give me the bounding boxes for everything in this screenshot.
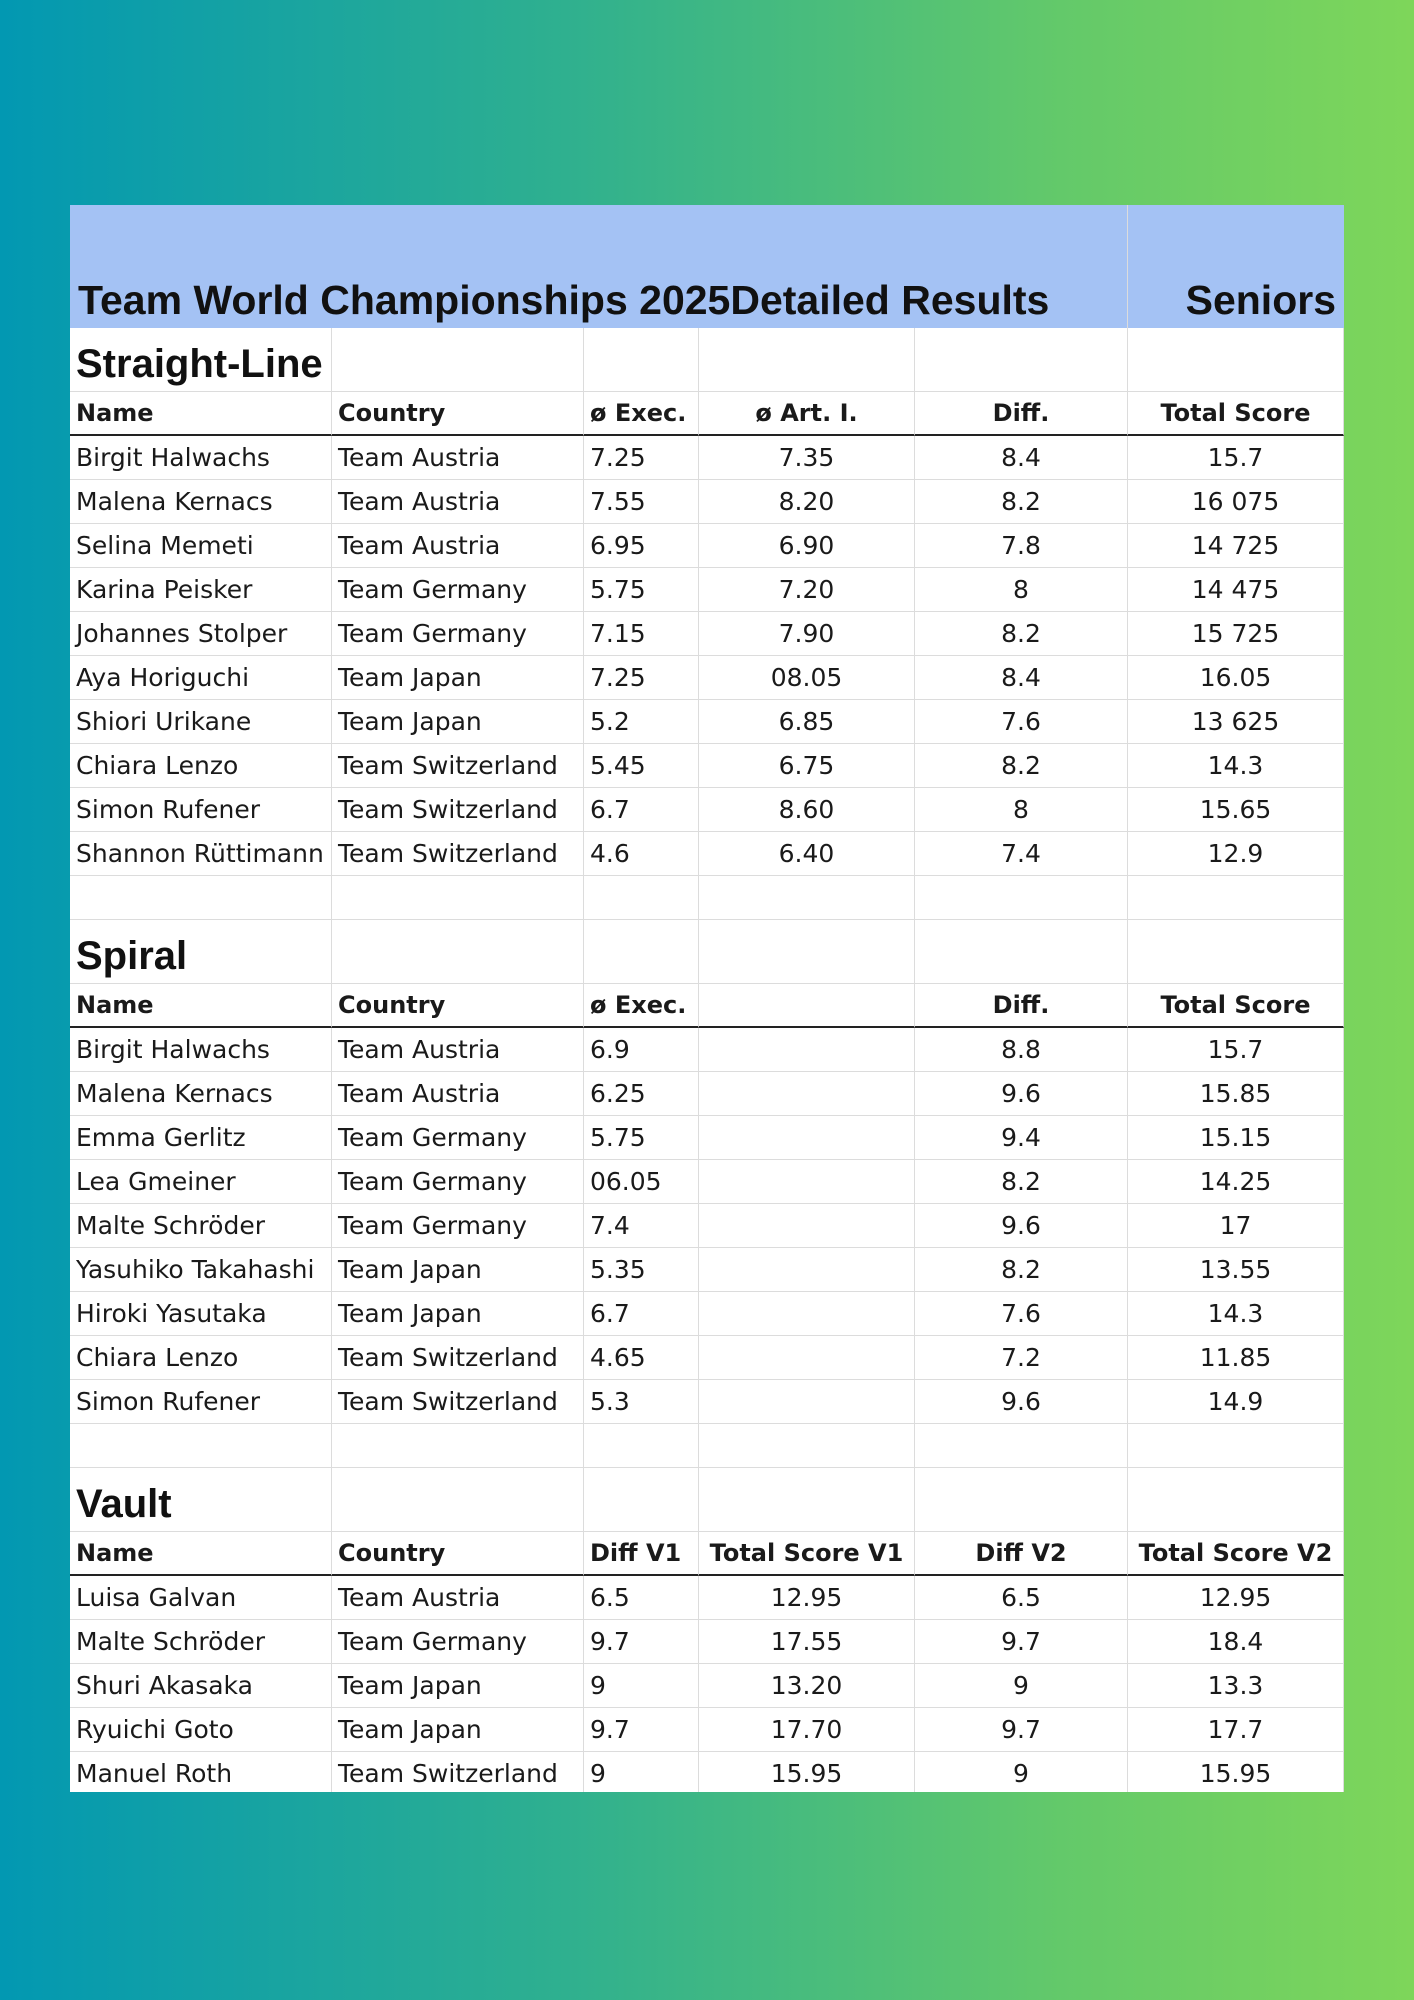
empty-cell xyxy=(584,1468,699,1532)
table-cell: 18.4 xyxy=(1128,1620,1344,1664)
table-cell: 7.25 xyxy=(584,656,699,700)
sheet-title: Team World Championships 2025Detailed Results xyxy=(70,205,1128,328)
table-cell: 7.90 xyxy=(699,612,915,656)
table-cell: Malte Schröder xyxy=(70,1620,332,1664)
column-header: Diff. xyxy=(915,392,1128,436)
table-cell xyxy=(699,1028,915,1072)
empty-cell xyxy=(699,1468,915,1532)
table-cell: Team Japan xyxy=(332,700,584,744)
table-cell: Malte Schröder xyxy=(70,1204,332,1248)
table-cell: Johannes Stolper xyxy=(70,612,332,656)
table-cell: 8 xyxy=(915,568,1128,612)
table-cell: 9.7 xyxy=(584,1708,699,1752)
straight-section-title: Straight-Line xyxy=(70,328,332,392)
empty-cell xyxy=(699,328,915,392)
table-cell: Emma Gerlitz xyxy=(70,1116,332,1160)
table-cell: 7.15 xyxy=(584,612,699,656)
table-cell: 6.85 xyxy=(699,700,915,744)
table-cell xyxy=(699,1072,915,1116)
table-cell: 5.3 xyxy=(584,1380,699,1424)
table-cell: 9.7 xyxy=(915,1620,1128,1664)
table-cell: 5.75 xyxy=(584,568,699,612)
table-cell: 9 xyxy=(915,1752,1128,1792)
column-header: Country xyxy=(332,392,584,436)
table-cell: 14 725 xyxy=(1128,524,1344,568)
table-cell: Lea Gmeiner xyxy=(70,1160,332,1204)
empty-cell xyxy=(332,876,584,920)
table-cell: Team Austria xyxy=(332,1072,584,1116)
table-cell: Luisa Galvan xyxy=(70,1576,332,1620)
table-cell xyxy=(699,1336,915,1380)
empty-cell xyxy=(584,1424,699,1468)
table-cell: 7.55 xyxy=(584,480,699,524)
table-cell: Malena Kernacs xyxy=(70,1072,332,1116)
table-cell: Aya Horiguchi xyxy=(70,656,332,700)
table-cell: Team Austria xyxy=(332,436,584,480)
column-header: Diff V2 xyxy=(915,1532,1128,1576)
table-cell: 12.95 xyxy=(699,1576,915,1620)
table-cell: Team Japan xyxy=(332,1664,584,1708)
table-cell: 13.3 xyxy=(1128,1664,1344,1708)
table-cell: Team Germany xyxy=(332,1160,584,1204)
table-cell: 9.4 xyxy=(915,1116,1128,1160)
empty-cell xyxy=(915,876,1128,920)
table-cell: Manuel Roth xyxy=(70,1752,332,1792)
table-cell: 6.25 xyxy=(584,1072,699,1116)
table-cell: Team Japan xyxy=(332,656,584,700)
table-cell: 12.9 xyxy=(1128,832,1344,876)
empty-cell xyxy=(584,328,699,392)
table-cell: 5.45 xyxy=(584,744,699,788)
table-cell: Team Germany xyxy=(332,612,584,656)
table-cell: Birgit Halwachs xyxy=(70,1028,332,1072)
table-cell: 7.25 xyxy=(584,436,699,480)
table-cell: 11.85 xyxy=(1128,1336,1344,1380)
table-cell: 8.2 xyxy=(915,1160,1128,1204)
table-cell: 6.5 xyxy=(915,1576,1128,1620)
table-cell: 7.20 xyxy=(699,568,915,612)
table-cell: Ryuichi Goto xyxy=(70,1708,332,1752)
table-cell: 9.7 xyxy=(584,1620,699,1664)
table-cell: Team Austria xyxy=(332,480,584,524)
table-cell: Team Switzerland xyxy=(332,788,584,832)
empty-cell xyxy=(699,920,915,984)
table-cell xyxy=(699,1116,915,1160)
table-cell: 4.65 xyxy=(584,1336,699,1380)
column-header: Total Score V1 xyxy=(699,1532,915,1576)
empty-cell xyxy=(332,1468,584,1532)
empty-cell xyxy=(699,876,915,920)
empty-cell xyxy=(70,876,332,920)
table-cell: 15.7 xyxy=(1128,1028,1344,1072)
column-header: ø Exec. xyxy=(584,984,699,1028)
table-cell: 9.7 xyxy=(915,1708,1128,1752)
table-cell: 5.35 xyxy=(584,1248,699,1292)
table-cell: Team Switzerland xyxy=(332,1336,584,1380)
table-cell xyxy=(699,1292,915,1336)
vault-section-title: Vault xyxy=(70,1468,332,1532)
column-header: Diff. xyxy=(915,984,1128,1028)
table-cell: 7.6 xyxy=(915,700,1128,744)
table-cell: Simon Rufener xyxy=(70,788,332,832)
column-header: Total Score xyxy=(1128,984,1344,1028)
empty-cell xyxy=(915,1424,1128,1468)
table-cell: 6.7 xyxy=(584,1292,699,1336)
table-cell: Karina Peisker xyxy=(70,568,332,612)
column-header: Name xyxy=(70,392,332,436)
empty-cell xyxy=(584,876,699,920)
table-cell: 08.05 xyxy=(699,656,915,700)
table-cell: 8.60 xyxy=(699,788,915,832)
table-cell: 5.75 xyxy=(584,1116,699,1160)
table-cell: Shuri Akasaka xyxy=(70,1664,332,1708)
table-cell: 6.7 xyxy=(584,788,699,832)
table-cell: 8.2 xyxy=(915,612,1128,656)
table-cell: Simon Rufener xyxy=(70,1380,332,1424)
table-cell: Team Japan xyxy=(332,1292,584,1336)
table-cell: 9 xyxy=(584,1664,699,1708)
table-cell: Team Japan xyxy=(332,1708,584,1752)
table-cell: Team Germany xyxy=(332,1116,584,1160)
table-cell: Team Austria xyxy=(332,1028,584,1072)
empty-cell xyxy=(584,920,699,984)
table-cell: 6.9 xyxy=(584,1028,699,1072)
empty-cell xyxy=(1128,876,1344,920)
table-cell: 13.55 xyxy=(1128,1248,1344,1292)
empty-cell xyxy=(1128,1424,1344,1468)
table-cell: 8.8 xyxy=(915,1028,1128,1072)
table-cell: 15.65 xyxy=(1128,788,1344,832)
table-cell: 14.3 xyxy=(1128,744,1344,788)
table-cell: 6.75 xyxy=(699,744,915,788)
table-cell: 6.40 xyxy=(699,832,915,876)
table-cell: Shannon Rüttimann xyxy=(70,832,332,876)
column-header: Total Score V2 xyxy=(1128,1532,1344,1576)
table-cell: 06.05 xyxy=(584,1160,699,1204)
category-label: Seniors xyxy=(1185,277,1336,323)
column-header: ø Exec. xyxy=(584,392,699,436)
table-cell: 4.6 xyxy=(584,832,699,876)
table-cell: 9.6 xyxy=(915,1072,1128,1116)
table-cell xyxy=(699,1248,915,1292)
column-header: Country xyxy=(332,984,584,1028)
column-header: Total Score xyxy=(1128,392,1344,436)
empty-cell xyxy=(332,1424,584,1468)
table-cell: 6.5 xyxy=(584,1576,699,1620)
table-cell: 15.95 xyxy=(699,1752,915,1792)
table-cell: Team Austria xyxy=(332,524,584,568)
table-cell: 8.4 xyxy=(915,436,1128,480)
table-cell: 9 xyxy=(584,1752,699,1792)
table-cell: 13.20 xyxy=(699,1664,915,1708)
table-cell: 7.6 xyxy=(915,1292,1128,1336)
table-cell: 9.6 xyxy=(915,1204,1128,1248)
table-cell: 8.4 xyxy=(915,656,1128,700)
empty-cell xyxy=(332,328,584,392)
table-cell: 8.2 xyxy=(915,744,1128,788)
table-cell: 7.4 xyxy=(915,832,1128,876)
table-cell: Team Switzerland xyxy=(332,744,584,788)
table-cell: 16.05 xyxy=(1128,656,1344,700)
empty-cell xyxy=(1128,920,1344,984)
table-cell: 7.35 xyxy=(699,436,915,480)
empty-cell xyxy=(915,920,1128,984)
empty-cell xyxy=(915,1468,1128,1532)
table-cell: 15.7 xyxy=(1128,436,1344,480)
table-cell: Team Switzerland xyxy=(332,832,584,876)
table-cell: Team Austria xyxy=(332,1576,584,1620)
empty-cell xyxy=(1128,1468,1344,1532)
table-cell: 17 xyxy=(1128,1204,1344,1248)
table-cell: 12.95 xyxy=(1128,1576,1344,1620)
table-cell: 8.2 xyxy=(915,480,1128,524)
table-cell: 9.6 xyxy=(915,1380,1128,1424)
results-sheet xyxy=(70,205,1344,1792)
table-cell: Yasuhiko Takahashi xyxy=(70,1248,332,1292)
table-cell: Hiroki Yasutaka xyxy=(70,1292,332,1336)
table-cell: Shiori Urikane xyxy=(70,700,332,744)
table-cell: 6.90 xyxy=(699,524,915,568)
table-cell: 17.70 xyxy=(699,1708,915,1752)
title-banner xyxy=(70,205,1344,328)
table-cell: 7.4 xyxy=(584,1204,699,1248)
table-cell: 17.55 xyxy=(699,1620,915,1664)
table-cell: Chiara Lenzo xyxy=(70,1336,332,1380)
table-cell xyxy=(699,1204,915,1248)
table-cell: 5.2 xyxy=(584,700,699,744)
column-header: Name xyxy=(70,984,332,1028)
results-grid xyxy=(70,328,1344,1792)
table-cell: 9 xyxy=(915,1664,1128,1708)
table-cell: Team Switzerland xyxy=(332,1380,584,1424)
table-cell: Team Germany xyxy=(332,568,584,612)
column-header: Diff V1 xyxy=(584,1532,699,1576)
table-cell: Team Switzerland xyxy=(332,1752,584,1792)
table-cell: 7.8 xyxy=(915,524,1128,568)
table-cell: Team Germany xyxy=(332,1620,584,1664)
table-cell: 16 075 xyxy=(1128,480,1344,524)
spiral-section-title: Spiral xyxy=(70,920,332,984)
column-header: Name xyxy=(70,1532,332,1576)
table-cell: 15.85 xyxy=(1128,1072,1344,1116)
empty-cell xyxy=(1128,328,1344,392)
empty-cell xyxy=(332,920,584,984)
table-cell: 15.95 xyxy=(1128,1752,1344,1792)
table-cell: 13 625 xyxy=(1128,700,1344,744)
table-cell: 14.25 xyxy=(1128,1160,1344,1204)
column-header: ø Art. I. xyxy=(699,392,915,436)
table-cell: 14 475 xyxy=(1128,568,1344,612)
table-cell: 14.3 xyxy=(1128,1292,1344,1336)
table-cell: 7.2 xyxy=(915,1336,1128,1380)
table-cell: Selina Memeti xyxy=(70,524,332,568)
table-cell: Team Japan xyxy=(332,1248,584,1292)
empty-cell xyxy=(70,1424,332,1468)
table-cell: Chiara Lenzo xyxy=(70,744,332,788)
table-cell: 17.7 xyxy=(1128,1708,1344,1752)
column-header xyxy=(699,984,915,1028)
table-cell: Malena Kernacs xyxy=(70,480,332,524)
table-cell: 8 xyxy=(915,788,1128,832)
table-cell: 14.9 xyxy=(1128,1380,1344,1424)
table-cell: Team Germany xyxy=(332,1204,584,1248)
column-header: Country xyxy=(332,1532,584,1576)
table-cell xyxy=(699,1160,915,1204)
table-cell: Birgit Halwachs xyxy=(70,436,332,480)
empty-cell xyxy=(699,1424,915,1468)
table-cell: 6.95 xyxy=(584,524,699,568)
table-cell: 15 725 xyxy=(1128,612,1344,656)
table-cell: 15.15 xyxy=(1128,1116,1344,1160)
table-cell: 8.20 xyxy=(699,480,915,524)
table-cell xyxy=(699,1380,915,1424)
table-cell: 8.2 xyxy=(915,1248,1128,1292)
empty-cell xyxy=(915,328,1128,392)
